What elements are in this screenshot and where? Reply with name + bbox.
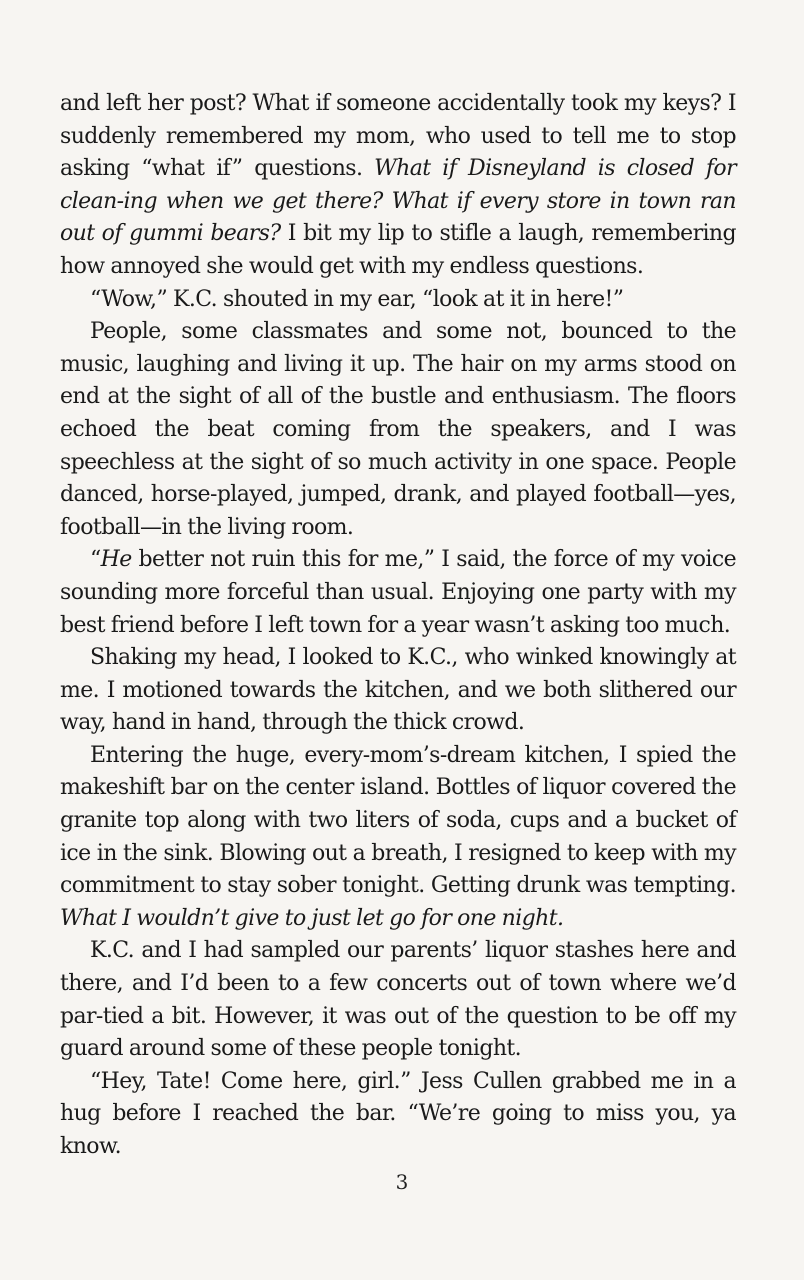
body-text xyxy=(60,88,736,1164)
italic-text: What I wouldn’t give to just let go for one night. xyxy=(60,905,564,931)
paragraph xyxy=(60,88,736,284)
text-segment: Entering the huge, every-mom’s-dream kitchen, I spied the makeshift bar on the center island. Bottles of liquor covered the granite top along with two liters of soda, cups and a bucket of ice in the sink. Blowing out a breath, I resigned to keep with my commitment to stay sober tonight. Getting drunk was tempting. xyxy=(60,742,736,899)
text-segment: Shaking my head, I looked to K.C., who winked knowingly at me. I motioned towards the kitchen, and we both slithered our way, hand in hand, through the thick crowd. xyxy=(60,645,736,736)
paragraph xyxy=(60,316,736,544)
page-number: 3 xyxy=(395,1170,409,1194)
paragraph xyxy=(60,935,736,1065)
text-segment: “ xyxy=(90,547,101,573)
italic-text: He xyxy=(100,547,132,573)
text-segment: K.C. and I had sampled our parents’ liquor stashes here and there, and I’d been to a few concerts out of town where we’d par-tied a bit. However, it was out of the question to be off my guard around some of these people tonight. xyxy=(60,938,736,1062)
text-segment: I bit my lip to stifle a laugh, remembering how annoyed she would get with my endless questions. xyxy=(60,221,736,279)
paragraph xyxy=(60,284,736,317)
paragraph xyxy=(60,740,736,936)
text-segment: better not ruin this for me,” I said, the force of my voice sounding more forceful than usual. Enjoying one party with my best friend before I left town for a year wasn’t asking too much. xyxy=(60,547,736,638)
paragraph xyxy=(60,1066,736,1164)
text-segment: “Wow,” K.C. shouted in my ear, “look at it in here!” xyxy=(90,286,624,312)
italic-text: What if Disneyland is closed for clean-ing when we get there? What if every store in town ran out of gummi bears? xyxy=(60,156,736,247)
paragraph xyxy=(60,642,736,740)
text-segment: People, some classmates and some not, bounced to the music, laughing and living it up. The hair on my arms stood on end at the sight of all of the bustle and enthusiasm. The floors echoed the beat coming from the speakers, and I was speechless at the sight of so much activity in one space. People danced, horse-played, jumped, drank, and played football—yes, football—in the living room. xyxy=(60,319,736,540)
text-segment: and left her post? What if someone accidentally took my keys? I suddenly remembered my mom, who used to tell me to stop asking “what if” questions. xyxy=(60,91,736,182)
text-segment: “Hey, Tate! Come here, girl.” Jess Cullen grabbed me in a hug before I reached the bar. “We’re going to miss you, ya know. xyxy=(60,1068,736,1159)
paragraph xyxy=(60,544,736,642)
